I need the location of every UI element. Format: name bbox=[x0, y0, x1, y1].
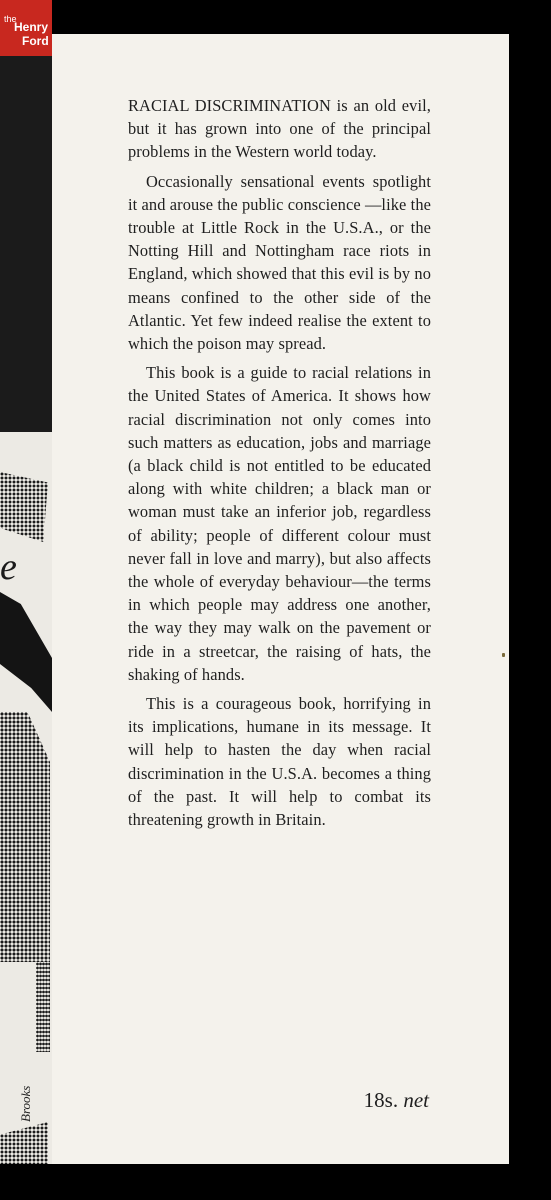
price-amount: 18s. bbox=[363, 1088, 399, 1112]
halftone-artwork bbox=[0, 712, 50, 962]
artist-signature: Brooks bbox=[18, 1085, 33, 1122]
logo-henry: Henry bbox=[14, 20, 49, 34]
lettering-fragment: e bbox=[0, 546, 17, 588]
price-label bbox=[364, 1088, 429, 1113]
scan-background-edge bbox=[509, 0, 551, 1200]
price-suffix: net bbox=[403, 1088, 429, 1112]
henry-ford-logo bbox=[0, 0, 52, 56]
paragraph-4: This is a courageous book, horrifying in its implications, humane in its message. It will help to hasten the day when racial discrimination in the U.S.A. becomes a thing of the past. It will help to combat its threatening growth in Britain. bbox=[128, 694, 431, 830]
paragraph-3: This book is a guide to racial relations in the United States of America. It shows how racial discrimination not only comes into such matters as education, jobs and marriage (a black child is not entitled to be educated along with white children; a black man or woman must take an inferior job, regardless of ability; people of different colour must never fall in love and marry), but also affects the whole of everyday behaviour—the terms in which people may address one another, the way they may walk on the pavement or ride in a streetcar, the raising of hats, the shaking of hands. bbox=[128, 363, 431, 684]
paragraph-2: Occasionally sensational events spotlight it and arouse the public conscience —like the trouble at Little Rock in the U.S.A., or the Notting Hill and Nottingham race riots in England, which showed that this evil is by no means confined to the other side of the Atlantic. Yet few indeed realise the extent to which the poison may spread. bbox=[128, 171, 431, 354]
logo-the: the bbox=[4, 14, 17, 24]
logo-ford: Ford bbox=[22, 34, 49, 48]
flap-copy bbox=[128, 94, 431, 837]
paper-speck bbox=[502, 653, 505, 657]
jacket-flap bbox=[52, 34, 509, 1164]
cover-artwork-strip bbox=[0, 32, 52, 1164]
halftone-artwork bbox=[36, 962, 50, 1052]
paragraph-1: RACIAL DISCRIMINATION is an old evil, but it has grown into one of the principal problems in the Western world today. bbox=[128, 96, 431, 162]
